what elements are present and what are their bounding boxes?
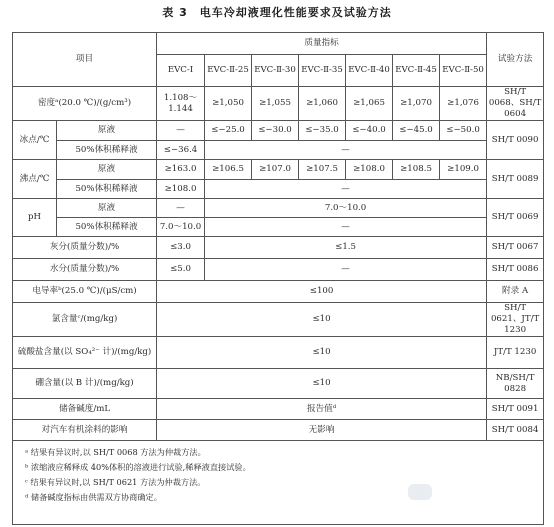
conductivity-label: 电导率ᵇ(25.0 ℃)/(μS/cm) bbox=[13, 281, 157, 303]
freezing-dil-rest: — bbox=[205, 141, 487, 160]
freezing-dil-value: ≤−36.4 bbox=[157, 141, 205, 160]
water-value: ≤5.0 bbox=[157, 259, 205, 281]
grade-header: EVC-Ⅱ-35 bbox=[299, 55, 346, 87]
density-value: ≥1,050 bbox=[205, 87, 252, 121]
density-method: SH/T 0068、SH/T 0604 bbox=[487, 87, 544, 121]
freezing-raw-value: ≤−25.0 bbox=[205, 121, 252, 141]
note-item: ᶜ 结果有异议时,以 SH/T 0621 方法为仲裁方法。 bbox=[25, 477, 206, 487]
water-label: 水分(质量分数)/% bbox=[13, 259, 157, 281]
ph-raw-rest: 7.0～10.0 bbox=[205, 199, 487, 218]
ph-raw-value: — bbox=[157, 199, 205, 218]
boron-method: NB/SH/T 0828 bbox=[487, 369, 544, 399]
boiling-dil-rest: — bbox=[205, 180, 487, 199]
boiling-label: 沸点/℃ bbox=[13, 160, 57, 199]
grade-header: EVC-Ⅱ-50 bbox=[440, 55, 487, 87]
alkalinity-value: 报告值ᵈ bbox=[157, 399, 487, 420]
paint-value: 无影响 bbox=[157, 420, 487, 441]
conductivity-value: ≤100 bbox=[157, 281, 487, 303]
density-value: ≥1,055 bbox=[252, 87, 299, 121]
note-item: ᵇ 浓缩液应稀释成 40%体积的溶液进行试验,稀释液直接试验。 bbox=[25, 462, 251, 472]
boiling-raw-value: ≥163.0 bbox=[157, 160, 205, 180]
note-item: ᵃ 结果有异议时,以 SH/T 0068 方法为仲裁方法。 bbox=[25, 447, 206, 457]
sulfate-method: JT/T 1230 bbox=[487, 337, 544, 369]
freezing-raw-value: — bbox=[157, 121, 205, 141]
chloride-value: ≤10 bbox=[157, 303, 487, 337]
spec-table bbox=[12, 32, 544, 525]
ash-value: ≤3.0 bbox=[157, 237, 205, 259]
boron-label: 硼含量(以 B 计)/(mg/kg) bbox=[13, 369, 157, 399]
ph-label: pH bbox=[13, 199, 57, 237]
chloride-method: SH/T 0621、JT/T 1230 bbox=[487, 303, 544, 337]
freezing-raw-value: ≤−30.0 bbox=[252, 121, 299, 141]
grade-header: EVC-Ⅱ-40 bbox=[346, 55, 393, 87]
freezing-raw-value: ≤−45.0 bbox=[393, 121, 440, 141]
ash-method: SH/T 0067 bbox=[487, 237, 544, 259]
sulfate-value: ≤10 bbox=[157, 337, 487, 369]
boiling-raw-value: ≥108.0 bbox=[346, 160, 393, 180]
boiling-raw-value: ≥107.0 bbox=[252, 160, 299, 180]
density-value: ≥1,060 bbox=[299, 87, 346, 121]
density-label: 密度ᵃ(20.0 ℃)/(g/cm³) bbox=[13, 87, 157, 121]
ph-dil-value: 7.0～10.0 bbox=[157, 218, 205, 237]
chloride-label: 氯含量ᶜ/(mg/kg) bbox=[13, 303, 157, 337]
grade-header: EVC-Ⅱ-25 bbox=[205, 55, 252, 87]
boiling-dil-value: ≥108.0 bbox=[157, 180, 205, 199]
paint-method: SH/T 0084 bbox=[487, 420, 544, 441]
density-value: ≥1,065 bbox=[346, 87, 393, 121]
note-item: ᵈ 储备碱度指标由供需双方协商确定。 bbox=[25, 492, 162, 502]
header-quality: 质量指标 bbox=[157, 33, 487, 55]
alkalinity-method: SH/T 0091 bbox=[487, 399, 544, 420]
grade-header: EVC-Ⅱ-45 bbox=[393, 55, 440, 87]
ph-dil-label: 50%体积稀释液 bbox=[57, 218, 157, 237]
density-value: 1.108～1.144 bbox=[157, 87, 205, 121]
ash-rest: ≤1.5 bbox=[205, 237, 487, 259]
boiling-raw-value: ≥107.5 bbox=[299, 160, 346, 180]
density-value: ≥1,070 bbox=[393, 87, 440, 121]
alkalinity-label: 储备碱度/mL bbox=[13, 399, 157, 420]
table-caption: 表 3 电车冷却液理化性能要求及试验方法 bbox=[162, 6, 392, 19]
grade-header: EVC-Ⅰ bbox=[157, 55, 205, 87]
grade-header: EVC-Ⅱ-30 bbox=[252, 55, 299, 87]
water-rest: — bbox=[205, 259, 487, 281]
ph-raw-label: 原液 bbox=[57, 199, 157, 218]
watermark-logo bbox=[408, 484, 432, 500]
ash-label: 灰分(质量分数)/% bbox=[13, 237, 157, 259]
paint-label: 对汽车有机涂料的影响 bbox=[13, 420, 157, 441]
ph-method: SH/T 0069 bbox=[487, 199, 544, 237]
freezing-label: 冰点/℃ bbox=[13, 121, 57, 160]
density-value: ≥1,076 bbox=[440, 87, 487, 121]
freezing-dil-label: 50%体积稀释液 bbox=[57, 141, 157, 160]
sulfate-label: 硫酸盐含量(以 SO₄²⁻ 计)/(mg/kg) bbox=[13, 337, 157, 369]
header-item: 项目 bbox=[13, 33, 157, 87]
boiling-method: SH/T 0089 bbox=[487, 160, 544, 199]
conductivity-method: 附录 A bbox=[487, 281, 544, 303]
boiling-raw-value: ≥106.5 bbox=[205, 160, 252, 180]
boiling-raw-value: ≥109.0 bbox=[440, 160, 487, 180]
freezing-raw-label: 原液 bbox=[57, 121, 157, 141]
boiling-raw-value: ≥108.5 bbox=[393, 160, 440, 180]
boiling-raw-label: 原液 bbox=[57, 160, 157, 180]
freezing-method: SH/T 0090 bbox=[487, 121, 544, 160]
table-notes bbox=[13, 441, 544, 525]
spec-table-wrapper bbox=[12, 32, 543, 525]
water-method: SH/T 0086 bbox=[487, 259, 544, 281]
freezing-raw-value: ≤−35.0 bbox=[299, 121, 346, 141]
freezing-raw-value: ≤−40.0 bbox=[346, 121, 393, 141]
header-method: 试验方法 bbox=[487, 33, 544, 87]
freezing-raw-value: ≤−50.0 bbox=[440, 121, 487, 141]
ph-dil-rest: — bbox=[205, 218, 487, 237]
boiling-dil-label: 50%体积稀释液 bbox=[57, 180, 157, 199]
boron-value: ≤10 bbox=[157, 369, 487, 399]
